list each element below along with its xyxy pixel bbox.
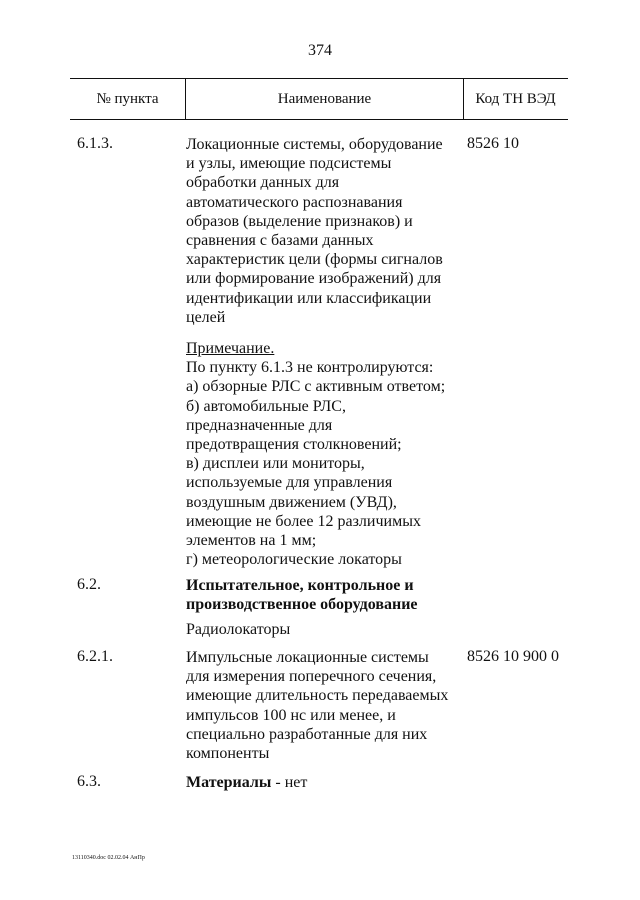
- text-line: Локационные системы, оборудование: [186, 136, 443, 153]
- item-number-6-1-3: 6.1.3.: [77, 135, 113, 152]
- item-note-6-1-3: [186, 339, 466, 569]
- text-line: Испытательное, контрольное и: [186, 577, 414, 594]
- text-line: и узлы, имеющие подсистемы: [186, 155, 392, 173]
- text-line: компоненты: [186, 745, 270, 763]
- text-line: Импульсные локационные системы: [186, 649, 429, 666]
- item-number-6-2-1: 6.2.1.: [77, 648, 113, 665]
- text-line: целей: [186, 308, 226, 326]
- text-line: производственное оборудование: [186, 596, 418, 614]
- note-line: имеющие не более 12 различимых: [186, 512, 421, 530]
- item-description-6-3: [186, 773, 466, 792]
- item-description-6-1-3: [186, 135, 466, 327]
- text-line: имеющие длительность передаваемых: [186, 687, 449, 705]
- item-description-6-2-1: [186, 648, 466, 763]
- note-line: в) дисплеи или мониторы,: [186, 455, 365, 473]
- page-number: 374: [308, 42, 332, 59]
- note-title: Примечание.: [186, 340, 275, 357]
- text-line: обработки данных для: [186, 174, 340, 192]
- header-name: Наименование: [185, 79, 464, 119]
- header-item-number: № пункта: [96, 91, 159, 107]
- text-line: характеристик цели (формы сигналов: [186, 251, 443, 269]
- note-line: предназначенные для: [186, 416, 333, 434]
- materials-label: Материалы: [186, 774, 272, 791]
- item-subheading-6-2: [186, 620, 466, 639]
- item-description-6-2: [186, 576, 466, 614]
- text-line: сравнения с базами данных: [186, 232, 374, 250]
- header-code: Код ТН ВЭД: [475, 91, 556, 107]
- note-line: воздушным движением (УВД),: [186, 493, 397, 511]
- footer-doc-id: 13110340.doc 02.02.04 АнПр: [72, 855, 145, 861]
- text-line: образов (выделение признаков) и: [186, 212, 413, 230]
- note-line: предотвращения столкновений;: [186, 436, 402, 454]
- text-line: автоматического распознавания: [186, 193, 403, 211]
- text-line: [186, 773, 466, 792]
- note-line: элементов на 1 мм;: [186, 532, 317, 550]
- note-line: используемые для управления: [186, 474, 393, 492]
- note-line: а) обзорные РЛС с активным ответом;: [186, 378, 446, 396]
- note-line: б) автомобильные РЛС,: [186, 397, 346, 415]
- note-line: По пункту 6.1.3 не контролируются:: [186, 359, 434, 377]
- text-line: идентификации или классификации: [186, 289, 432, 307]
- item-number-6-2: 6.2.: [77, 576, 101, 593]
- table-header: [70, 78, 568, 120]
- text-line: импульсов 100 нс или менее, и: [186, 706, 396, 724]
- item-number-6-3: 6.3.: [77, 773, 101, 790]
- note-line: г) метеорологические локаторы: [186, 551, 402, 569]
- materials-value: - нет: [271, 774, 308, 791]
- item-code-6-1-3: 8526 10: [467, 135, 519, 152]
- text-line: или формирование изображений) для: [186, 270, 442, 288]
- text-line: специально разработанные для них: [186, 725, 428, 743]
- item-code-6-2-1: 8526 10 900 0: [467, 648, 559, 665]
- text-line: для измерения поперечного сечения,: [186, 668, 437, 686]
- subheading-line: Радиолокаторы: [186, 621, 291, 638]
